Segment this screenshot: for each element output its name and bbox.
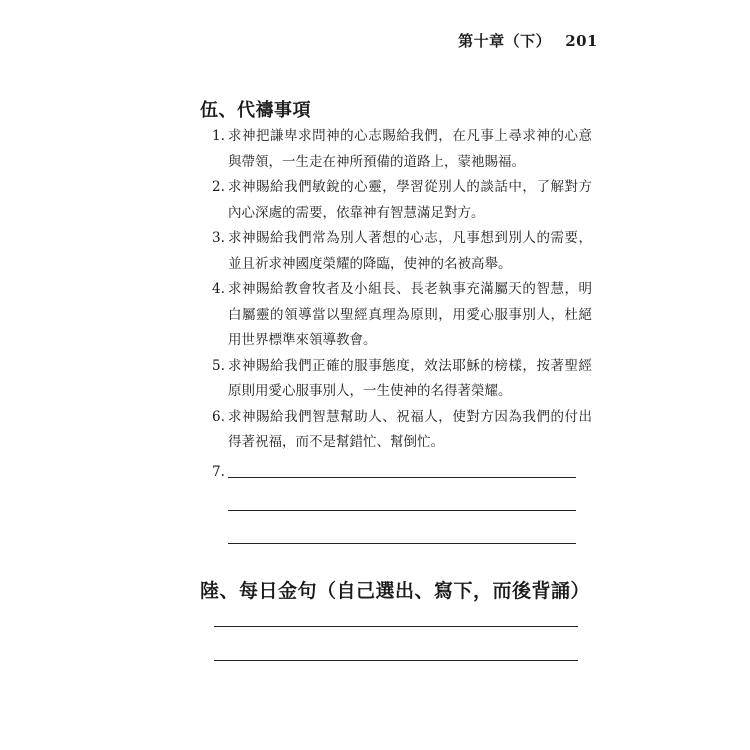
list-item	[212, 277, 592, 354]
writing-line	[214, 626, 578, 627]
list-item	[212, 124, 592, 175]
item-text: 求神把謙卑求問神的心志賜給我們，在凡事上尋求神的心意與帶領，一生走在神所預備的道路上，蒙祂賜福。	[228, 128, 592, 170]
item-number: 5.	[212, 357, 225, 374]
item-text: 求神賜給我們敏銳的心靈，學習從別人的談話中，了解對方內心深處的需要，依靠神有智慧滿足對方。	[228, 179, 592, 221]
section-heading-intercession: 伍、代禱事項	[200, 100, 311, 121]
writing-line	[228, 510, 576, 511]
item-number: 3.	[212, 230, 225, 246]
item-text: 求神賜給我們常為別人著想的心志，凡事想到別人的需要，並且祈求神國度榮耀的降臨，使神的名被高舉。	[228, 230, 592, 272]
item-text: 求神賜給我們智慧幫助人、祝福人，使對方因為我們的付出得著祝福，而不是幫錯忙、幫倒忙。	[228, 408, 592, 450]
item-number: 7.	[212, 464, 225, 480]
list-item	[212, 405, 592, 456]
writing-line	[214, 660, 578, 661]
running-header	[458, 30, 598, 51]
item-number: 6.	[212, 408, 225, 425]
list-item	[212, 226, 592, 277]
blank-prayer-item	[212, 462, 592, 552]
page-number: 201	[565, 32, 598, 50]
writing-line	[228, 543, 576, 544]
item-text: 求神賜給教會牧者及小組長、長老執事充滿屬天的智慧，明白屬靈的領導當以聖經真理為原則，用愛心服事別人，杜絕用世界標準來領導教會。	[228, 281, 592, 348]
list-item	[212, 175, 592, 226]
item-text: 求神賜給我們正確的服事態度，效法耶穌的榜樣，按著聖經原則用愛心服事別人，一生使神的名得著榮耀。	[228, 357, 592, 399]
chapter-title: 第十章（下）	[458, 32, 552, 50]
daily-verse-writing-area	[214, 622, 578, 672]
writing-line	[228, 477, 576, 478]
item-number: 4.	[212, 281, 225, 297]
list-item	[212, 354, 592, 405]
section-heading-daily-verse: 陸、每日金句（自己選出、寫下，而後背誦）	[200, 580, 591, 602]
intercession-list	[212, 124, 592, 456]
item-number: 2.	[212, 179, 225, 195]
item-number: 1.	[212, 128, 225, 144]
